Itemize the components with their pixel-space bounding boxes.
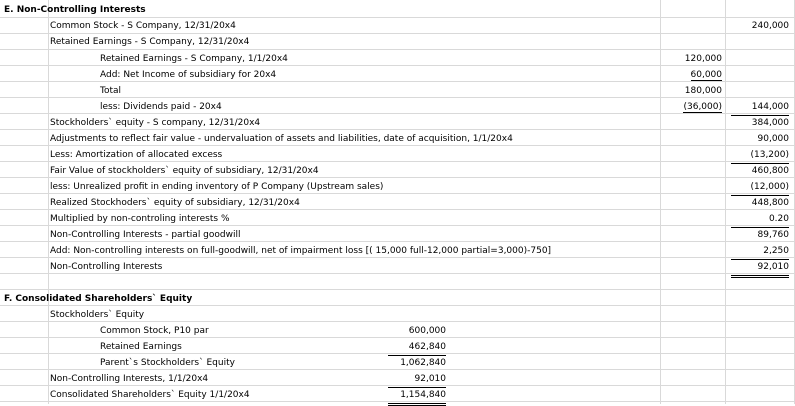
- e-row-15-col3: 92,010: [731, 259, 789, 278]
- e-row-5-col3: 144,000: [731, 99, 789, 116]
- e-row-15-label: Non-Controlling Interests: [50, 262, 163, 272]
- e-row-6-label: Stockholders` equity - S company, 12/31/20x4: [50, 118, 261, 128]
- e-row-3-label: Add: Net Income of subsidiary for 20x4: [100, 70, 277, 80]
- e-row-12-col3: 0.20: [731, 211, 789, 228]
- e-row-13-col3: 89,760: [757, 230, 789, 240]
- section-e-title: E. Non-Controlling Interests: [4, 5, 146, 15]
- e-row-6-col3: 384,000: [751, 118, 789, 128]
- e-row-12-label: Multiplied by non-controling interests %: [50, 214, 230, 224]
- e-row-14-label: Add: Non-controlling interests on full-goodwill, net of impairment loss [( 15,000 full-12,000 partial=3,000)-750]: [50, 246, 552, 256]
- e-row-0-label: Common Stock - S Company, 12/31/20x4: [50, 21, 236, 31]
- e-row-14-col3: 2,250: [731, 243, 789, 260]
- e-row-10-label: less: Unrealized profit in ending inventory of P Company (Upstream sales): [50, 182, 384, 192]
- e-row-9-label: Fair Value of stockholders` equity of subsidiary, 12/31/20x4: [50, 166, 319, 176]
- f-row-0-label: Stockholders` Equity: [50, 310, 145, 320]
- e-row-5-label: less: Dividends paid - 20x4: [100, 102, 222, 112]
- f-row-5-value: 1,154,840: [388, 387, 446, 406]
- f-row-3-value: 1,062,840: [400, 358, 446, 368]
- e-row-7-label: Adjustments to reflect fair value - undervaluation of assets and liabilities, date of acquisition, 1/1/20x4: [50, 134, 513, 144]
- e-row-9-col3: 460,800: [751, 166, 789, 176]
- e-row-2-label: Retained Earnings - S Company, 1/1/20x4: [100, 54, 288, 64]
- grid-row-line: [0, 289, 795, 290]
- e-row-0-col3: 240,000: [751, 21, 789, 31]
- e-row-4-col2: 180,000: [684, 86, 722, 96]
- f-row-3-label: Parent`s Stockholders` Equity: [100, 358, 235, 368]
- f-row-1-value: 600,000: [408, 326, 446, 336]
- e-row-7-col3: 90,000: [757, 134, 789, 144]
- f-row-1-label: Common Stock, P10 par: [100, 326, 209, 336]
- section-f-title: F. Consolidated Shareholders` Equity: [4, 294, 193, 304]
- e-row-8-col3: (13,200): [731, 147, 789, 164]
- e-row-3-col2: 60,000: [690, 70, 722, 80]
- e-row-2-col2: 120,000: [684, 54, 722, 64]
- f-row-2-label: Retained Earnings: [100, 342, 182, 352]
- e-row-1-label: Retained Earnings - S Company, 12/31/20x4: [50, 37, 250, 47]
- f-row-4-value: 92,010: [388, 371, 446, 388]
- grid-col-line: [48, 0, 49, 404]
- e-row-4-label: Total: [100, 86, 122, 96]
- e-row-5-col2: (36,000): [683, 102, 722, 112]
- f-row-5-label: Consolidated Shareholders` Equity 1/1/20x4: [50, 390, 250, 400]
- e-row-11-col3: 448,800: [751, 198, 789, 208]
- e-row-10-col3: (12,000): [731, 179, 789, 196]
- f-row-4-label: Non-Controlling Interests, 1/1/20x4: [50, 374, 209, 384]
- f-row-2-value: 462,840: [388, 339, 446, 356]
- e-row-8-label: Less: Amortization of allocated excess: [50, 150, 223, 160]
- e-row-13-label: Non-Controlling Interests - partial goodwill: [50, 230, 241, 240]
- e-row-11-label: Realized Stockhoders` equity of subsidiary, 12/31/20x4: [50, 198, 300, 208]
